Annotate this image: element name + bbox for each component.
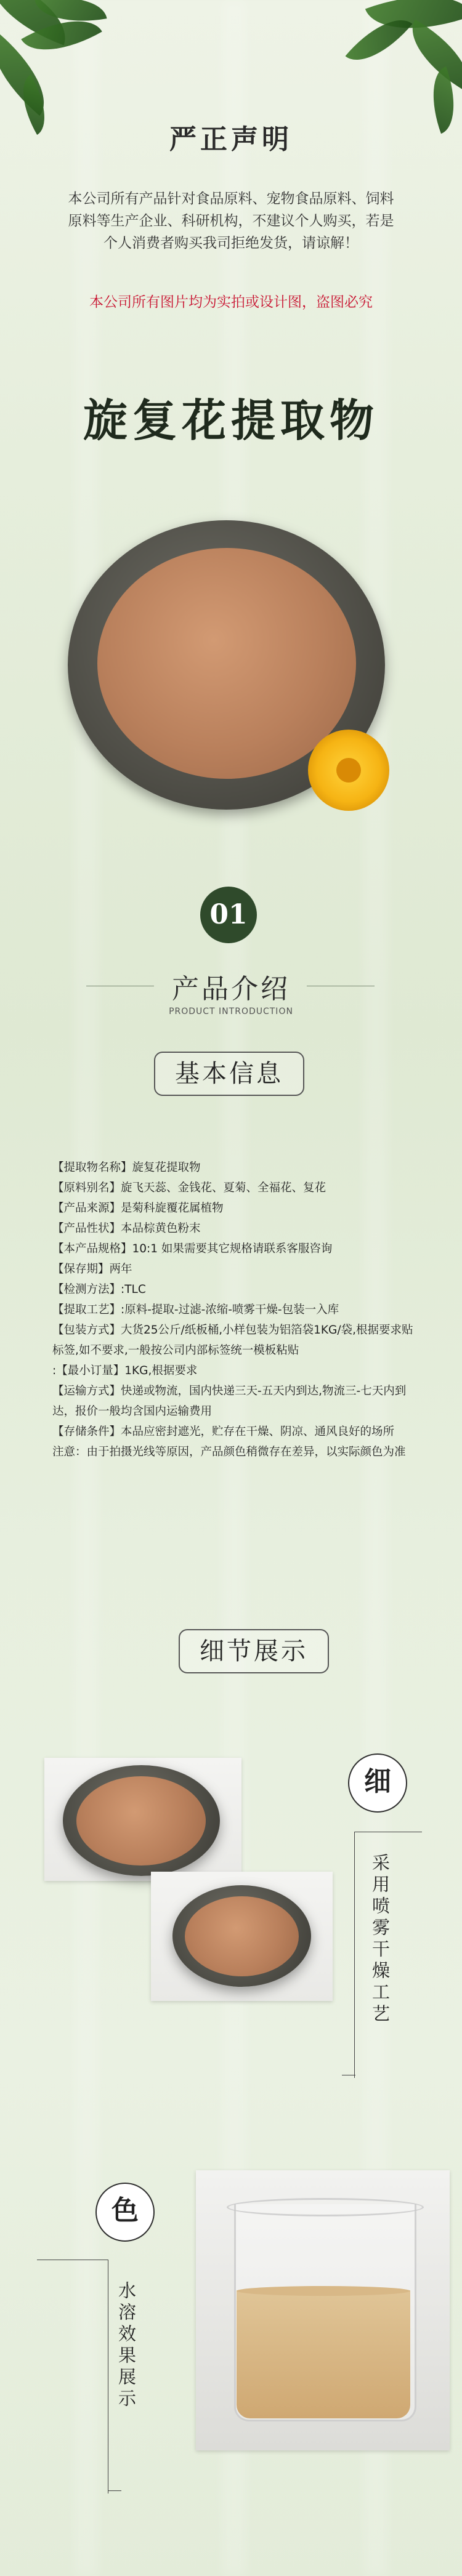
spec-line: 【运输方式】快递或物流，国内快递三天-五天内到达,物流三-七天内到达，报价一般均含国内运输费用: [52, 1385, 407, 1418]
color-bracket-foot: [108, 2490, 121, 2491]
color-char-badge: 色: [95, 2183, 155, 2242]
detail-photo-2: [151, 1872, 333, 2001]
spec-line: 【原料别名】旋飞天蕊、金钱花、夏菊、全福花、复花: [52, 1181, 326, 1194]
spec-line: 【产品性状】本品棕黄色粉末: [52, 1222, 201, 1235]
notice-title: 严正声明: [169, 124, 293, 155]
spec-line: 【提取物名称】旋复花提取物: [52, 1161, 201, 1174]
spec-line: 注意：由于拍摄光线等原因，产品颜色稍微存在差异，以实际颜色为准: [52, 1446, 406, 1459]
spec-line: :【最小订量】1KG,根据要求: [52, 1364, 198, 1377]
spec-line: 【检测方法】:TLC: [52, 1283, 146, 1296]
notice-body: 本公司所有产品针对食品原料、宠物食品原料、饲料原料等生产企业、科研机构，不建议个人购买，若是个人消费者购买我司拒绝发货，请谅解！: [68, 191, 394, 251]
section-subtitle: PRODUCT INTRODUCTION: [169, 1007, 293, 1016]
spec-line: 【包装方式】大货25公斤/纸板桶,小样包装为铝箔袋1KG/袋,根据要求贴标签,如不要求,一般按公司内部标签统一模板粘贴: [52, 1324, 413, 1357]
spec-line: 【提取工艺】:原料-提取-过滤-浓缩-喷雾干燥-包装一入库: [52, 1303, 339, 1316]
spec-line: 【存储条件】本品应密封遮光，贮存在干燥、阴凉、通风良好的场所: [52, 1425, 395, 1438]
product-name: 旋复花提取物: [83, 395, 379, 446]
beaker-photo: [196, 2170, 450, 2450]
spec-list: [52, 1157, 416, 1462]
detail-photo-1: [44, 1758, 241, 1881]
notice-warning: 本公司所有图片均为实拍或设计图，盗图必究: [89, 294, 373, 310]
flower-image: [308, 730, 389, 811]
detail-pill: 细节展示: [179, 1629, 329, 1673]
section-number: 01: [200, 887, 257, 943]
section-title: 产品介绍: [172, 973, 290, 1005]
spec-line: 【本产品规格】10:1 如果需要其它规格请联系客服咨询: [52, 1242, 333, 1255]
fine-char-badge: 细: [348, 1753, 407, 1813]
fine-text: 采用喷雾干燥工艺: [370, 1853, 391, 2026]
color-text: 水溶效果展示: [116, 2281, 137, 2410]
spec-line: 【产品来源】是菊科旋覆花属植物: [52, 1202, 224, 1215]
basic-info-pill: 基本信息: [154, 1052, 304, 1096]
fine-bracket-line: [354, 1832, 355, 2078]
spec-line: 【保存期】两年: [52, 1263, 132, 1276]
